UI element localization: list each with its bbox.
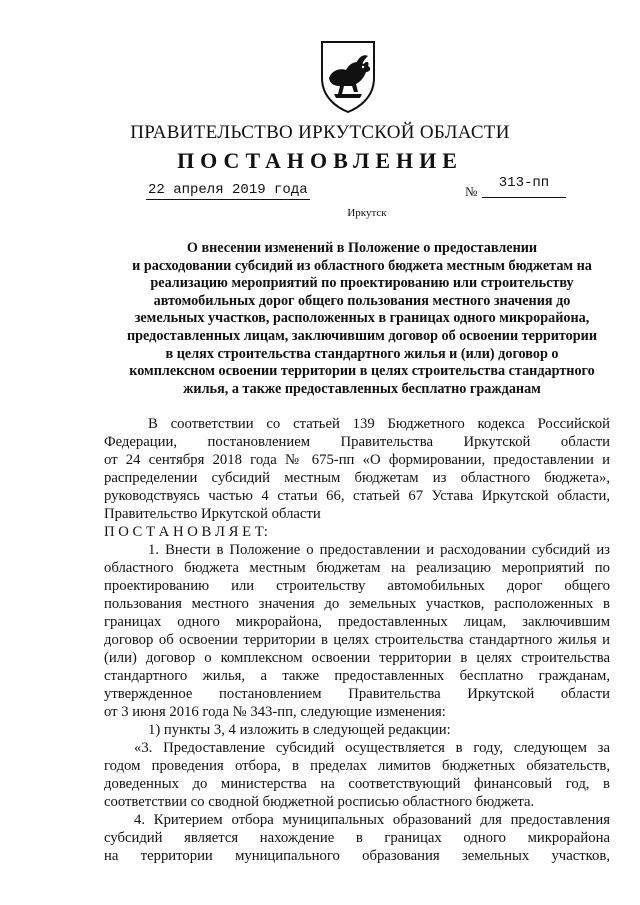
document-type: ПОСТАНОВЛЕНИЕ	[177, 148, 463, 173]
body-line: руководствуясь частью 4 статьи 66, статьей 67 Устава Иркутской области,	[104, 488, 610, 504]
resolves-word: П О С Т А Н О В Л Я Е Т:	[104, 524, 268, 540]
body-line: проектированию или строительству автомобильных дорог общего	[104, 578, 610, 594]
body-line: договор об освоении территории в целях строительства стандартного жилья и	[104, 632, 610, 648]
body-line: областного бюджета местным бюджетам на реализацию мероприятий по	[104, 560, 610, 576]
body-line: от 24 сентября 2018 года № 675-пп «О формировании, предоставлении и	[104, 452, 610, 468]
document-date: 22 апреля 2019 года	[148, 182, 308, 198]
heading-line: комплексном освоении территории в целях строительства стандартного	[129, 363, 595, 380]
government-title: ПРАВИТЕЛЬСТВО ИРКУТСКОЙ ОБЛАСТИ	[130, 122, 510, 143]
body-line: годом проведения отбора, в пределах лимитов бюджетных обязательств,	[104, 758, 610, 774]
body-line: Федерации, постановлением Правительства Иркутской области	[104, 434, 610, 450]
document-body	[104, 415, 610, 865]
body-line: субсидий является нахождение в границах одного микрорайона	[104, 830, 610, 846]
body-line: 4. Критерием отбора муниципальных образований для предоставления	[134, 812, 610, 828]
document-number: 313-пп	[482, 175, 566, 198]
body-line: границах одного микрорайона, предоставленных лицам, заключившим	[104, 614, 610, 630]
body-line: от 3 июня 2016 года № 343-пп, следующие изменения:	[104, 704, 446, 720]
heading-line: в целях строительства стандартного жилья и (или) договор о	[165, 345, 559, 362]
body-line: утвержденное постановлением Правительства Иркутской области	[104, 686, 610, 702]
body-line: доведенных до министерства на соответствующий финансовый год, в	[104, 776, 610, 792]
heading-line: земельных участков, расположенных в границах одного микрорайона,	[134, 310, 590, 327]
number-sign: №	[465, 184, 478, 199]
body-line: «3. Предоставление субсидий осуществляется в году, следующем за	[134, 740, 610, 756]
body-line: соответствии со сводной бюджетной росписью областного бюджета.	[104, 794, 535, 810]
document-heading	[112, 240, 612, 398]
body-line: (или) договор о комплексном освоении территории в целях строительства	[104, 650, 610, 666]
heading-line: О внесении изменений в Положение о предоставлении	[186, 240, 538, 256]
body-line: В соответствии со статьей 139 Бюджетного кодекса Российской	[148, 416, 610, 432]
document-city: Иркутск	[347, 207, 387, 219]
heading-line: реализацию мероприятий по проектированию или строительству	[150, 275, 574, 292]
heading-line: предоставленных лицам, заключившим договор об освоении территории	[126, 327, 598, 344]
body-line: распределении субсидий местным бюджетам из областного бюджета»,	[104, 470, 610, 486]
body-line: 1. Внести в Положение о предоставлении и расходовании субсидий из	[148, 542, 610, 558]
body-line: Правительство Иркутской области	[104, 506, 321, 522]
body-line: стандартного жилья, а также предоставленных бесплатно гражданам,	[104, 668, 610, 684]
heading-line: жилья, а также предоставленных бесплатно гражданам	[183, 380, 541, 397]
heading-line: автомобильных дорог общего пользования местного значения до	[153, 292, 571, 309]
body-line: пользования местного значения до земельных участков, расположенных в	[104, 596, 610, 612]
body-line: 1) пункты 3, 4 изложить в следующей редакции:	[148, 722, 451, 738]
heading-line: и расходовании субсидий из областного бюджета местным бюджетам на	[132, 257, 592, 274]
irkutsk-coat-of-arms-icon	[316, 38, 380, 114]
body-line: на территории муниципального образования земельных участков,	[104, 848, 610, 864]
